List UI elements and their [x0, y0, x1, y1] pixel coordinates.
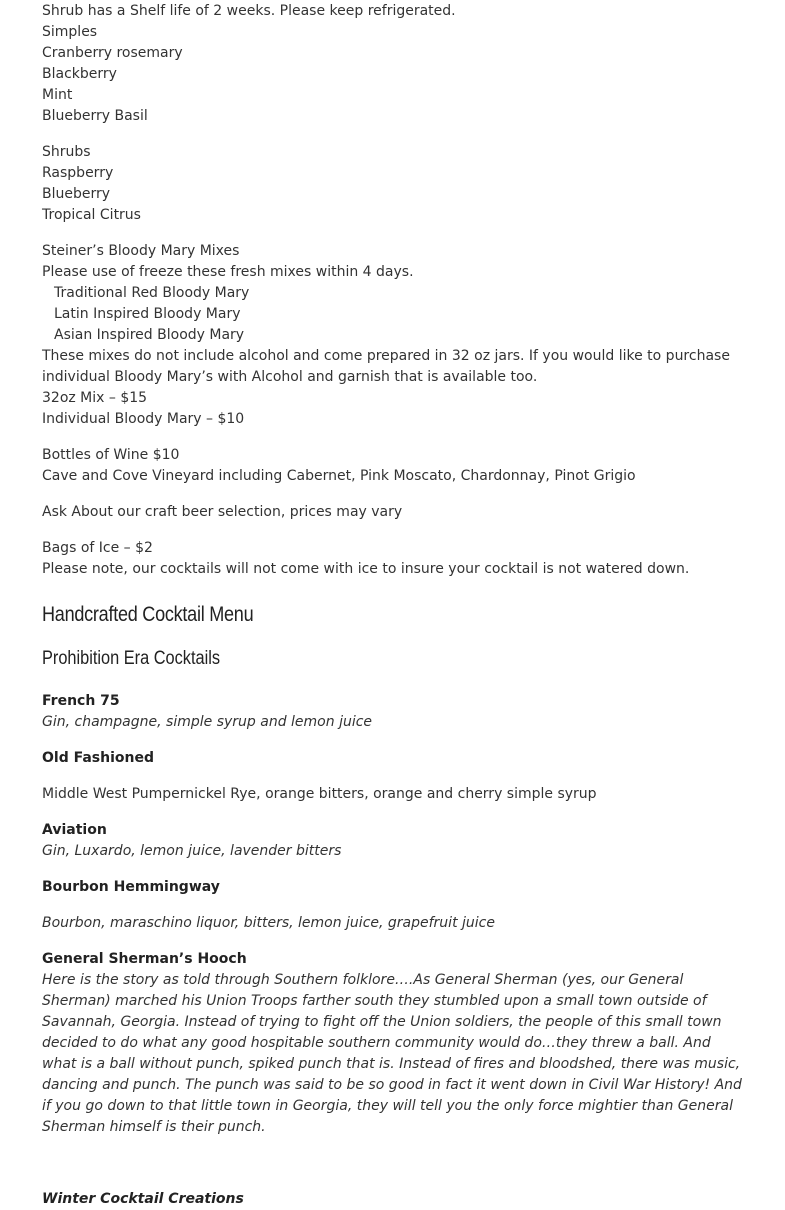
- simple-item: Mint: [42, 87, 73, 103]
- beer-section: [42, 502, 743, 523]
- ice-section: [42, 538, 743, 580]
- bloody-mary-mix: Asian Inspired Bloody Mary: [54, 327, 245, 343]
- cocktail-description: Gin, champagne, simple syrup and lemon juice: [42, 714, 373, 730]
- prohibition-era-heading: Prohibition Era Cocktails: [42, 648, 221, 669]
- cocktail-aviation: [42, 820, 743, 862]
- cocktail-old-fashioned-desc: [42, 784, 743, 805]
- ice-title: Bags of Ice – $2: [42, 540, 153, 556]
- ice-note: Please note, our cocktails will not come with ice to insure your cocktail is not watered down.: [42, 561, 690, 577]
- simple-item: Blackberry: [42, 66, 117, 82]
- bloody-mary-mix: Traditional Red Bloody Mary: [54, 285, 250, 301]
- cocktail-french-75: [42, 691, 743, 733]
- cocktail-name: Old Fashioned: [42, 750, 154, 766]
- shrub-shelf-life-note: Shrub has a Shelf life of 2 weeks. Please keep refrigerated.: [42, 3, 456, 19]
- cocktail-old-fashioned: [42, 748, 743, 769]
- bloody-mary-mix: Latin Inspired Bloody Mary: [54, 306, 241, 322]
- winter-section: [42, 1189, 743, 1210]
- simple-item: Cranberry rosemary: [42, 45, 183, 61]
- cocktail-description: Bourbon, maraschino liquor, bitters, lemon juice, grapefruit juice: [42, 915, 495, 931]
- shrub-item: Raspberry: [42, 165, 114, 181]
- wine-section: [42, 445, 743, 487]
- cocktail-name: Aviation: [42, 822, 107, 838]
- wine-description: Cave and Cove Vineyard including Cabernet, Pink Moscato, Chardonnay, Pinot Grigio: [42, 468, 636, 484]
- cocktail-description: Middle West Pumpernickel Rye, orange bitters, orange and cherry simple syrup: [42, 786, 597, 802]
- bloody-mary-individual-price: Individual Bloody Mary – $10: [42, 411, 245, 427]
- cocktail-menu-heading: Handcrafted Cocktail Menu: [42, 603, 254, 626]
- cocktail-name: Bourbon Hemmingway: [42, 879, 220, 895]
- bloody-mary-note: Please use of freeze these fresh mixes within 4 days.: [42, 264, 414, 280]
- beer-text: Ask About our craft beer selection, prices may vary: [42, 504, 403, 520]
- winter-cocktail-heading: Winter Cocktail Creations: [42, 1191, 244, 1207]
- bloody-mary-section: [42, 241, 743, 430]
- bloody-mary-description: These mixes do not include alcohol and come prepared in 32 oz jars. If you would like to purchase individual Bloody Mary’s with Alcohol and garnish that is available too.: [42, 348, 730, 385]
- cocktail-bourbon-hemmingway-desc: [42, 913, 743, 934]
- wine-title: Bottles of Wine $10: [42, 447, 180, 463]
- bloody-mary-title: Steiner’s Bloody Mary Mixes: [42, 243, 240, 259]
- simples-section: [42, 1, 743, 127]
- cocktail-name: French 75: [42, 693, 120, 709]
- shrub-item: Blueberry: [42, 186, 111, 202]
- cocktail-story: Here is the story as told through Southern folklore….As General Sherman (yes, our General Sherman) marched his Union Troops farther south they stumbled upon a small town outside of Savannah, Georgia. Instead of trying to fight off the Union soldiers, the people of this small town decided to do what any good hospitable southern community would do…they threw a ball. And what is a ball without punch, spiked punch that is. Instead of fires and bloodshed, there was music, dancing and punch. The punch was said to be so good in fact it went down in Civil War History! And if you go down to that little town in Georgia, they will tell you the only force mightier than General Sherman himself is their punch.: [42, 972, 742, 1135]
- simple-item: Blueberry Basil: [42, 108, 148, 124]
- cocktail-name: General Sherman’s Hooch: [42, 951, 247, 967]
- cocktail-general-shermans-hooch: [42, 949, 743, 1138]
- shrub-item: Tropical Citrus: [42, 207, 141, 223]
- shrubs-title: Shrubs: [42, 144, 91, 160]
- simples-title: Simples: [42, 24, 98, 40]
- cocktail-description: Gin, Luxardo, lemon juice, lavender bitters: [42, 843, 342, 859]
- bloody-mary-mix-price: 32oz Mix – $15: [42, 390, 148, 406]
- shrubs-section: [42, 142, 743, 226]
- cocktail-bourbon-hemmingway: [42, 877, 743, 898]
